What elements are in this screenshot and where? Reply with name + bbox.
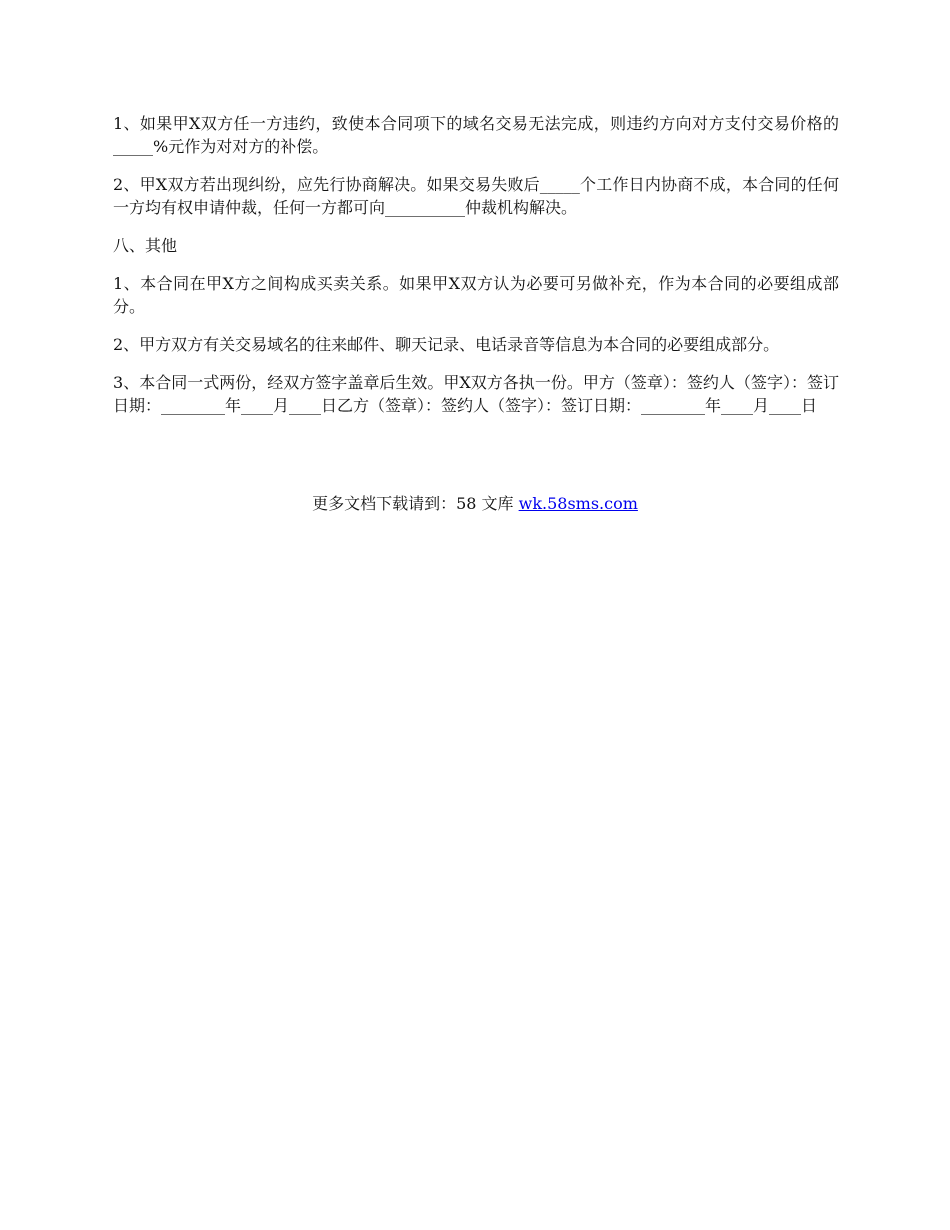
clause-paragraph: 1、本合同在甲X方之间构成买卖关系。如果甲X双方认为必要可另做补充，作为本合同的必要组成部分。 [113,274,839,316]
document-body [113,112,839,432]
footer [0,492,950,515]
footer-text: 更多文档下载请到：58 文库 [312,494,519,513]
footer-link[interactable]: wk.58sms.com [518,494,638,513]
clause-paragraph: 1、如果甲X双方任一方违约，致使本合同项下的域名交易无法完成，则违约方向对方支付交易价格的_____%元作为对对方的补偿。 [113,114,839,156]
clause-paragraph: 3、本合同一式两份，经双方签字盖章后生效。甲X双方各执一份。甲方（签章）：签约人（签字）：签订日期：________年____月____日乙方（签章）：签约人（签字）：签订日期：________年____月____日 [113,373,839,415]
section-heading: 八、其他 [113,236,178,255]
clause-paragraph: 2、甲方双方有关交易域名的往来邮件、聊天记录、电话录音等信息为本合同的必要组成部分。 [113,335,780,354]
clause-paragraph: 2、甲X双方若出现纠纷，应先行协商解决。如果交易失败后_____个工作日内协商不成，本合同的任何一方均有权申请仲裁，任何一方都可向__________仲裁机构解决。 [113,175,839,217]
